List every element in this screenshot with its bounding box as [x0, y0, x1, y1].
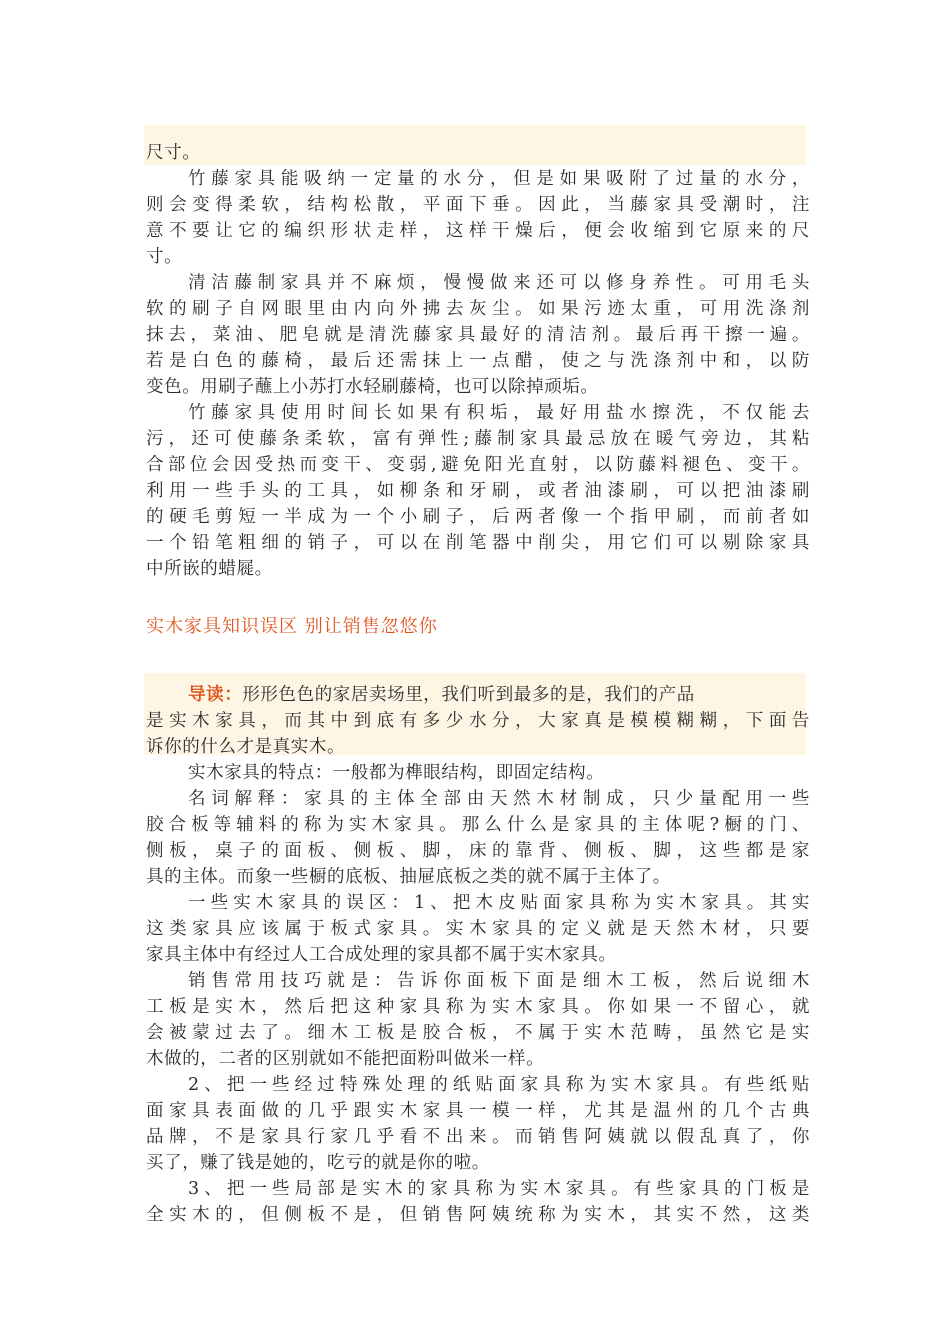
- text-line: 竹藤家具能吸纳一定量的水分，但是如果吸附了过量的水分，: [188, 169, 810, 189]
- text-line: 变色。用刷子蘸上小苏打水轻刷藤椅，也可以除掉顽垢。: [146, 377, 599, 397]
- text-line: 胶合板等辅料的称为实木家具。那么什么是家具的主体呢?橱的门、: [146, 815, 810, 835]
- text-line: 侧板，桌子的面板、侧板、脚，床的靠背、侧板、脚，这些都是家: [146, 841, 810, 861]
- text-line: 尺寸。: [146, 143, 201, 163]
- text-line: 中所嵌的蜡屣。: [146, 559, 273, 579]
- text-line: 工板是实木，然后把这种家具称为实木家具。你如果一不留心，就: [146, 997, 810, 1017]
- lead-line: [188, 682, 810, 708]
- text-line: 全实木的，但侧板不是，但销售阿姨统称为实木，其实不然，这类: [146, 1205, 810, 1225]
- text-line: 一个铅笔粗细的销子，可以在削笔器中削尖，用它们可以剔除家具: [146, 533, 810, 553]
- text-line: 抹去，菜油、肥皂就是清洗藤家具最好的清洁剂。最后再干擦一遍。: [146, 325, 810, 345]
- text-line: 3、把一些局部是实木的家具称为实木家具。有些家具的门板是: [188, 1179, 810, 1199]
- text-line: 买了，赚了钱是她的，吃亏的就是你的啦。: [146, 1153, 490, 1173]
- text-line: 销售常用技巧就是：告诉你面板下面是细木工板，然后说细木: [188, 971, 810, 991]
- text-line: 会被蒙过去了。细木工板是胶合板，不属于实木范畴，虽然它是实: [146, 1023, 810, 1043]
- text-line: 则会变得柔软，结构松散，平面下垂。因此，当藤家具受潮时，注: [146, 195, 810, 215]
- lead-text: 形形色色的家居卖场里，我们听到最多的是，我们的产品: [242, 685, 695, 705]
- text-line: 品牌，不是家具行家几乎看不出来。而销售阿姨就以假乱真了，你: [146, 1127, 810, 1147]
- text-line: 污，还可使藤条柔软，富有弹性;藤制家具最忌放在暖气旁边，其粘: [146, 429, 810, 449]
- lead-label: 导读：: [188, 685, 243, 705]
- text-line: 竹藤家具使用时间长如果有积垢，最好用盐水擦洗，不仅能去: [188, 403, 810, 423]
- text-line: 利用一些手头的工具，如柳条和牙刷，或者油漆刷，可以把油漆刷: [146, 481, 810, 501]
- text-line: 若是白色的藤椅，最后还需抹上一点醋，使之与洗涤剂中和，以防: [146, 351, 810, 371]
- text-line: 具的主体。而象一些橱的底板、抽屉底板之类的就不属于主体了。: [146, 867, 671, 887]
- text-line: 的硬毛剪短一半成为一个小刷子，后两者像一个指甲刷，而前者如: [146, 507, 810, 527]
- text-line: 家具主体中有经过人工合成处理的家具都不属于实木家具。: [146, 945, 617, 965]
- text-line: 一些实木家具的误区：1、把木皮贴面家具称为实木家具。其实: [188, 893, 810, 913]
- text-line: 是实木家具，而其中到底有多少水分，大家真是模模糊糊，下面告: [146, 711, 810, 731]
- text-line: 木做的，二者的区别就如不能把面粉叫做米一样。: [146, 1049, 545, 1069]
- text-line: 寸。: [146, 247, 183, 267]
- text-line: 名词解释：家具的主体全部由天然木材制成，只少量配用一些: [188, 789, 810, 809]
- text-line: 软的刷子自网眼里由内向外拂去灰尘。如果污迹太重，可用洗涤剂: [146, 299, 810, 319]
- text-line: 面家具表面做的几乎跟实木家具一模一样，尤其是温州的几个古典: [146, 1101, 810, 1121]
- text-line: 实木家具的特点：一般都为榫眼结构，即固定结构。: [188, 763, 605, 783]
- text-line: 合部位会因受热而变干、变弱,避免阳光直射，以防藤料褪色、变干。: [146, 455, 810, 475]
- text-line: 意不要让它的编织形状走样，这样干燥后，便会收缩到它原来的尺: [146, 221, 810, 241]
- text-line: 这类家具应该属于板式家具。实木家具的定义就是天然木材，只要: [146, 919, 810, 939]
- text-line: 清洁藤制家具并不麻烦，慢慢做来还可以修身养性。可用毛头: [188, 273, 810, 293]
- text-line: 诉你的什么才是真实木。: [146, 737, 346, 757]
- text-line: 2、把一些经过特殊处理的纸贴面家具称为实木家具。有些纸贴: [188, 1075, 810, 1095]
- section-heading: 实木家具知识误区 别让销售忽悠你: [146, 616, 438, 637]
